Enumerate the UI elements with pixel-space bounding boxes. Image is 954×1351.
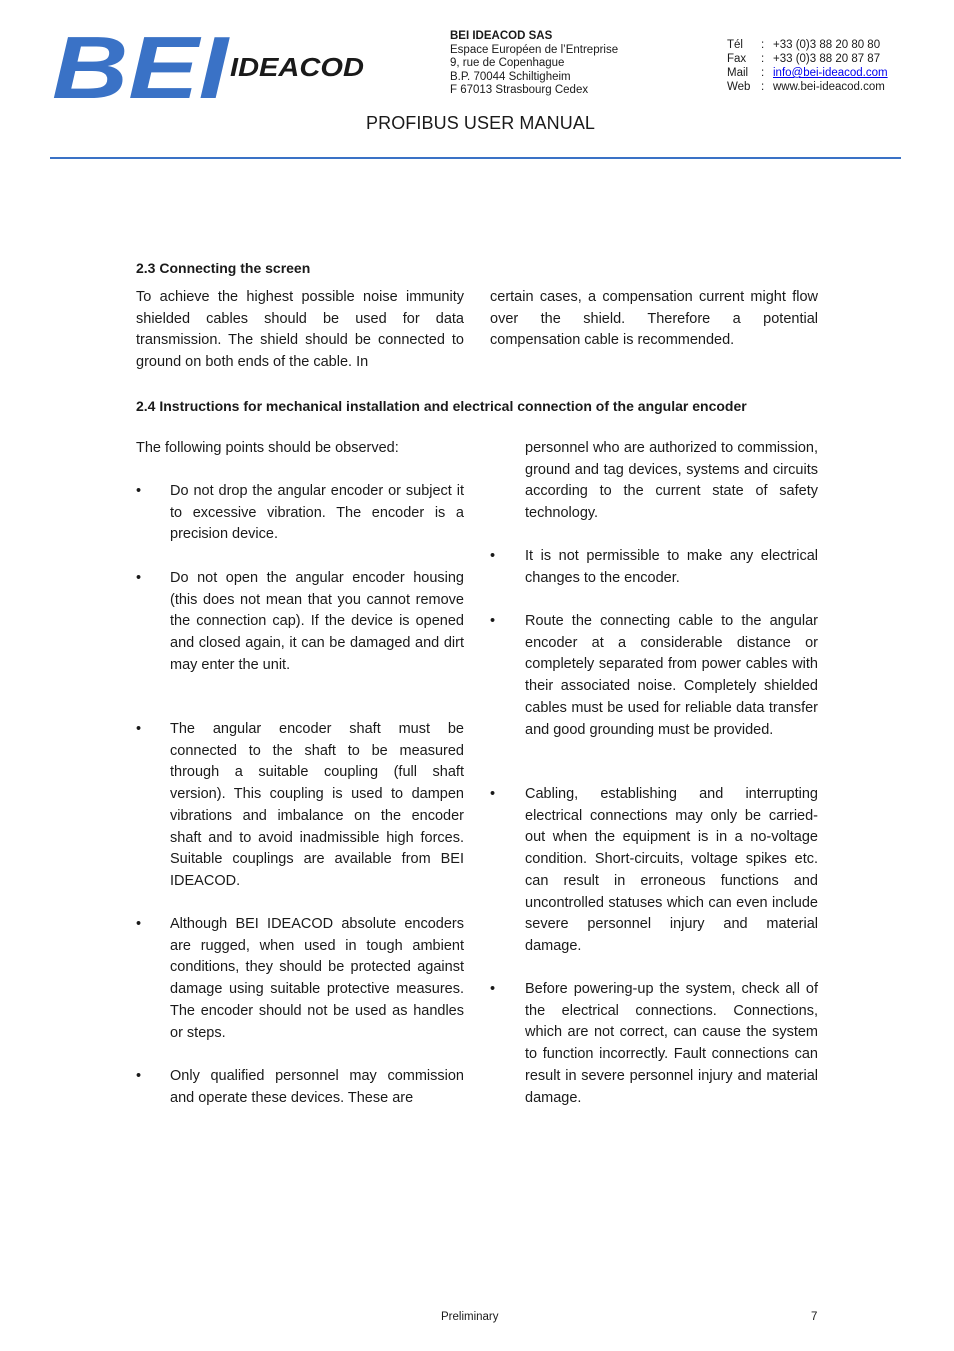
bullet-icon: • — [136, 1068, 142, 1084]
contact-label: Mail — [727, 67, 749, 79]
company-name: BEI IDEACOD SAS — [450, 30, 553, 42]
bullet-icon: • — [136, 570, 142, 586]
list-item-text: Only qualified personnel may commission and operate these devices. These are — [170, 1068, 464, 1106]
contact-label: Tél — [727, 39, 743, 51]
contact-sep: : — [761, 53, 765, 65]
contact-label: Web — [727, 81, 751, 93]
email-link[interactable]: info@bei-ideacod.com — [773, 67, 888, 79]
document-title: PROFIBUS USER MANUAL — [366, 113, 596, 133]
contact-value: www.bei-ideacod.com — [773, 81, 885, 93]
bullet-icon: • — [490, 548, 496, 564]
list-item-text: The angular encoder shaft must be connected to the shaft to be measured through a suitable coupling (full shaft version). This coupling is used to dampen vibrations and imbalance on the encoder shaft and to avoid inadmissible high forces. Suitable couplings are available from BEI IDEACOD. — [170, 721, 464, 889]
contact-row-web — [727, 80, 888, 94]
contact-value: +33 (0)3 88 20 80 80 — [773, 39, 881, 51]
contact-sep: : — [761, 67, 765, 79]
contact-block — [727, 38, 888, 94]
list-item-text: It is not permissible to make any electrical changes to the encoder. — [525, 548, 818, 586]
bullet-icon: • — [136, 721, 142, 737]
list-item-text: Do not open the angular encoder housing (this does not mean that you cannot remove the connection cap). If the device is opened and closed again, it can be damaged and dirt may enter the unit. — [170, 570, 464, 673]
bullet-icon: • — [136, 483, 142, 499]
section-2-4-intro: The following points should be observed: — [136, 440, 399, 456]
section-2-3-column-1: To achieve the highest possible noise immunity shielded cables should be used for data transmission. The shield should be connected to ground on both ends of the cable. In — [136, 289, 464, 371]
list-item-continuation: personnel who are authorized to commission, ground and tag devices, systems and circuits according to the current state of safety technology. — [525, 440, 818, 522]
bullet-icon: • — [490, 786, 496, 802]
section-2-3-column-2: certain cases, a compensation current might flow over the shield. Therefore a potential compensation cable is recommended. — [490, 289, 818, 349]
list-item-text: Route the connecting cable to the angular encoder at a considerable distance or completely separated from power cables with their associated noise. Completely shielded cables must be used for reliable data transfer and good grounding must be provided. — [525, 613, 818, 738]
bei-ideacod-logo — [50, 28, 370, 104]
logo-bei-text: BEI — [52, 28, 230, 104]
bullet-icon: • — [490, 981, 496, 997]
contact-sep: : — [761, 39, 765, 51]
bullet-icon: • — [136, 916, 142, 932]
page-number: 7 — [811, 1311, 818, 1323]
contact-row-fax — [727, 52, 888, 66]
list-item-text: Although BEI IDEACOD absolute encoders are rugged, when used in tough ambient conditions, they should be protected against damage using suitable protective measures. The encoder should not be used as handles or steps. — [170, 916, 464, 1041]
address-line: F 67013 Strasbourg Cedex — [450, 84, 589, 97]
contact-row-phone — [727, 38, 888, 52]
contact-value: +33 (0)3 88 20 87 87 — [773, 53, 881, 65]
logo-ideacod-text: IDEACOD — [230, 52, 365, 82]
contact-row-mail — [727, 66, 888, 80]
contact-label: Fax — [727, 53, 747, 65]
address-line: Espace Européen de l’Entreprise — [450, 43, 619, 56]
contact-sep: : — [761, 81, 765, 93]
footer-status: Preliminary — [441, 1311, 499, 1323]
company-address-block — [450, 30, 618, 98]
address-line: B.P. 70044 Schiltigheim — [450, 70, 571, 83]
section-2-4-heading: 2.4 Instructions for mechanical installation and electrical connection of the angular encoder — [136, 398, 747, 414]
section-2-3-heading: 2.3 Connecting the screen — [136, 260, 311, 276]
bullet-icon: • — [490, 613, 496, 629]
address-line: 9, rue de Copenhague — [450, 57, 565, 70]
list-item-text: Cabling, establishing and interrupting electrical connections may only be carried-out when the equipment is in a no-voltage condition. Short-circuits, voltage spikes etc. can result in erroneous functions and uncontrolled statuses which can even include severe personnel injury and material damage. — [525, 786, 818, 954]
list-item-text: Do not drop the angular encoder or subject it to excessive vibration. The encoder is a precision device. — [170, 483, 464, 543]
header-divider — [50, 157, 901, 159]
list-item-text: Before powering-up the system, check all of the electrical connections. Connections, which are not correct, can cause the system to function incorrectly. Fault connections can result in severe personnel injury and material damage. — [525, 981, 818, 1106]
